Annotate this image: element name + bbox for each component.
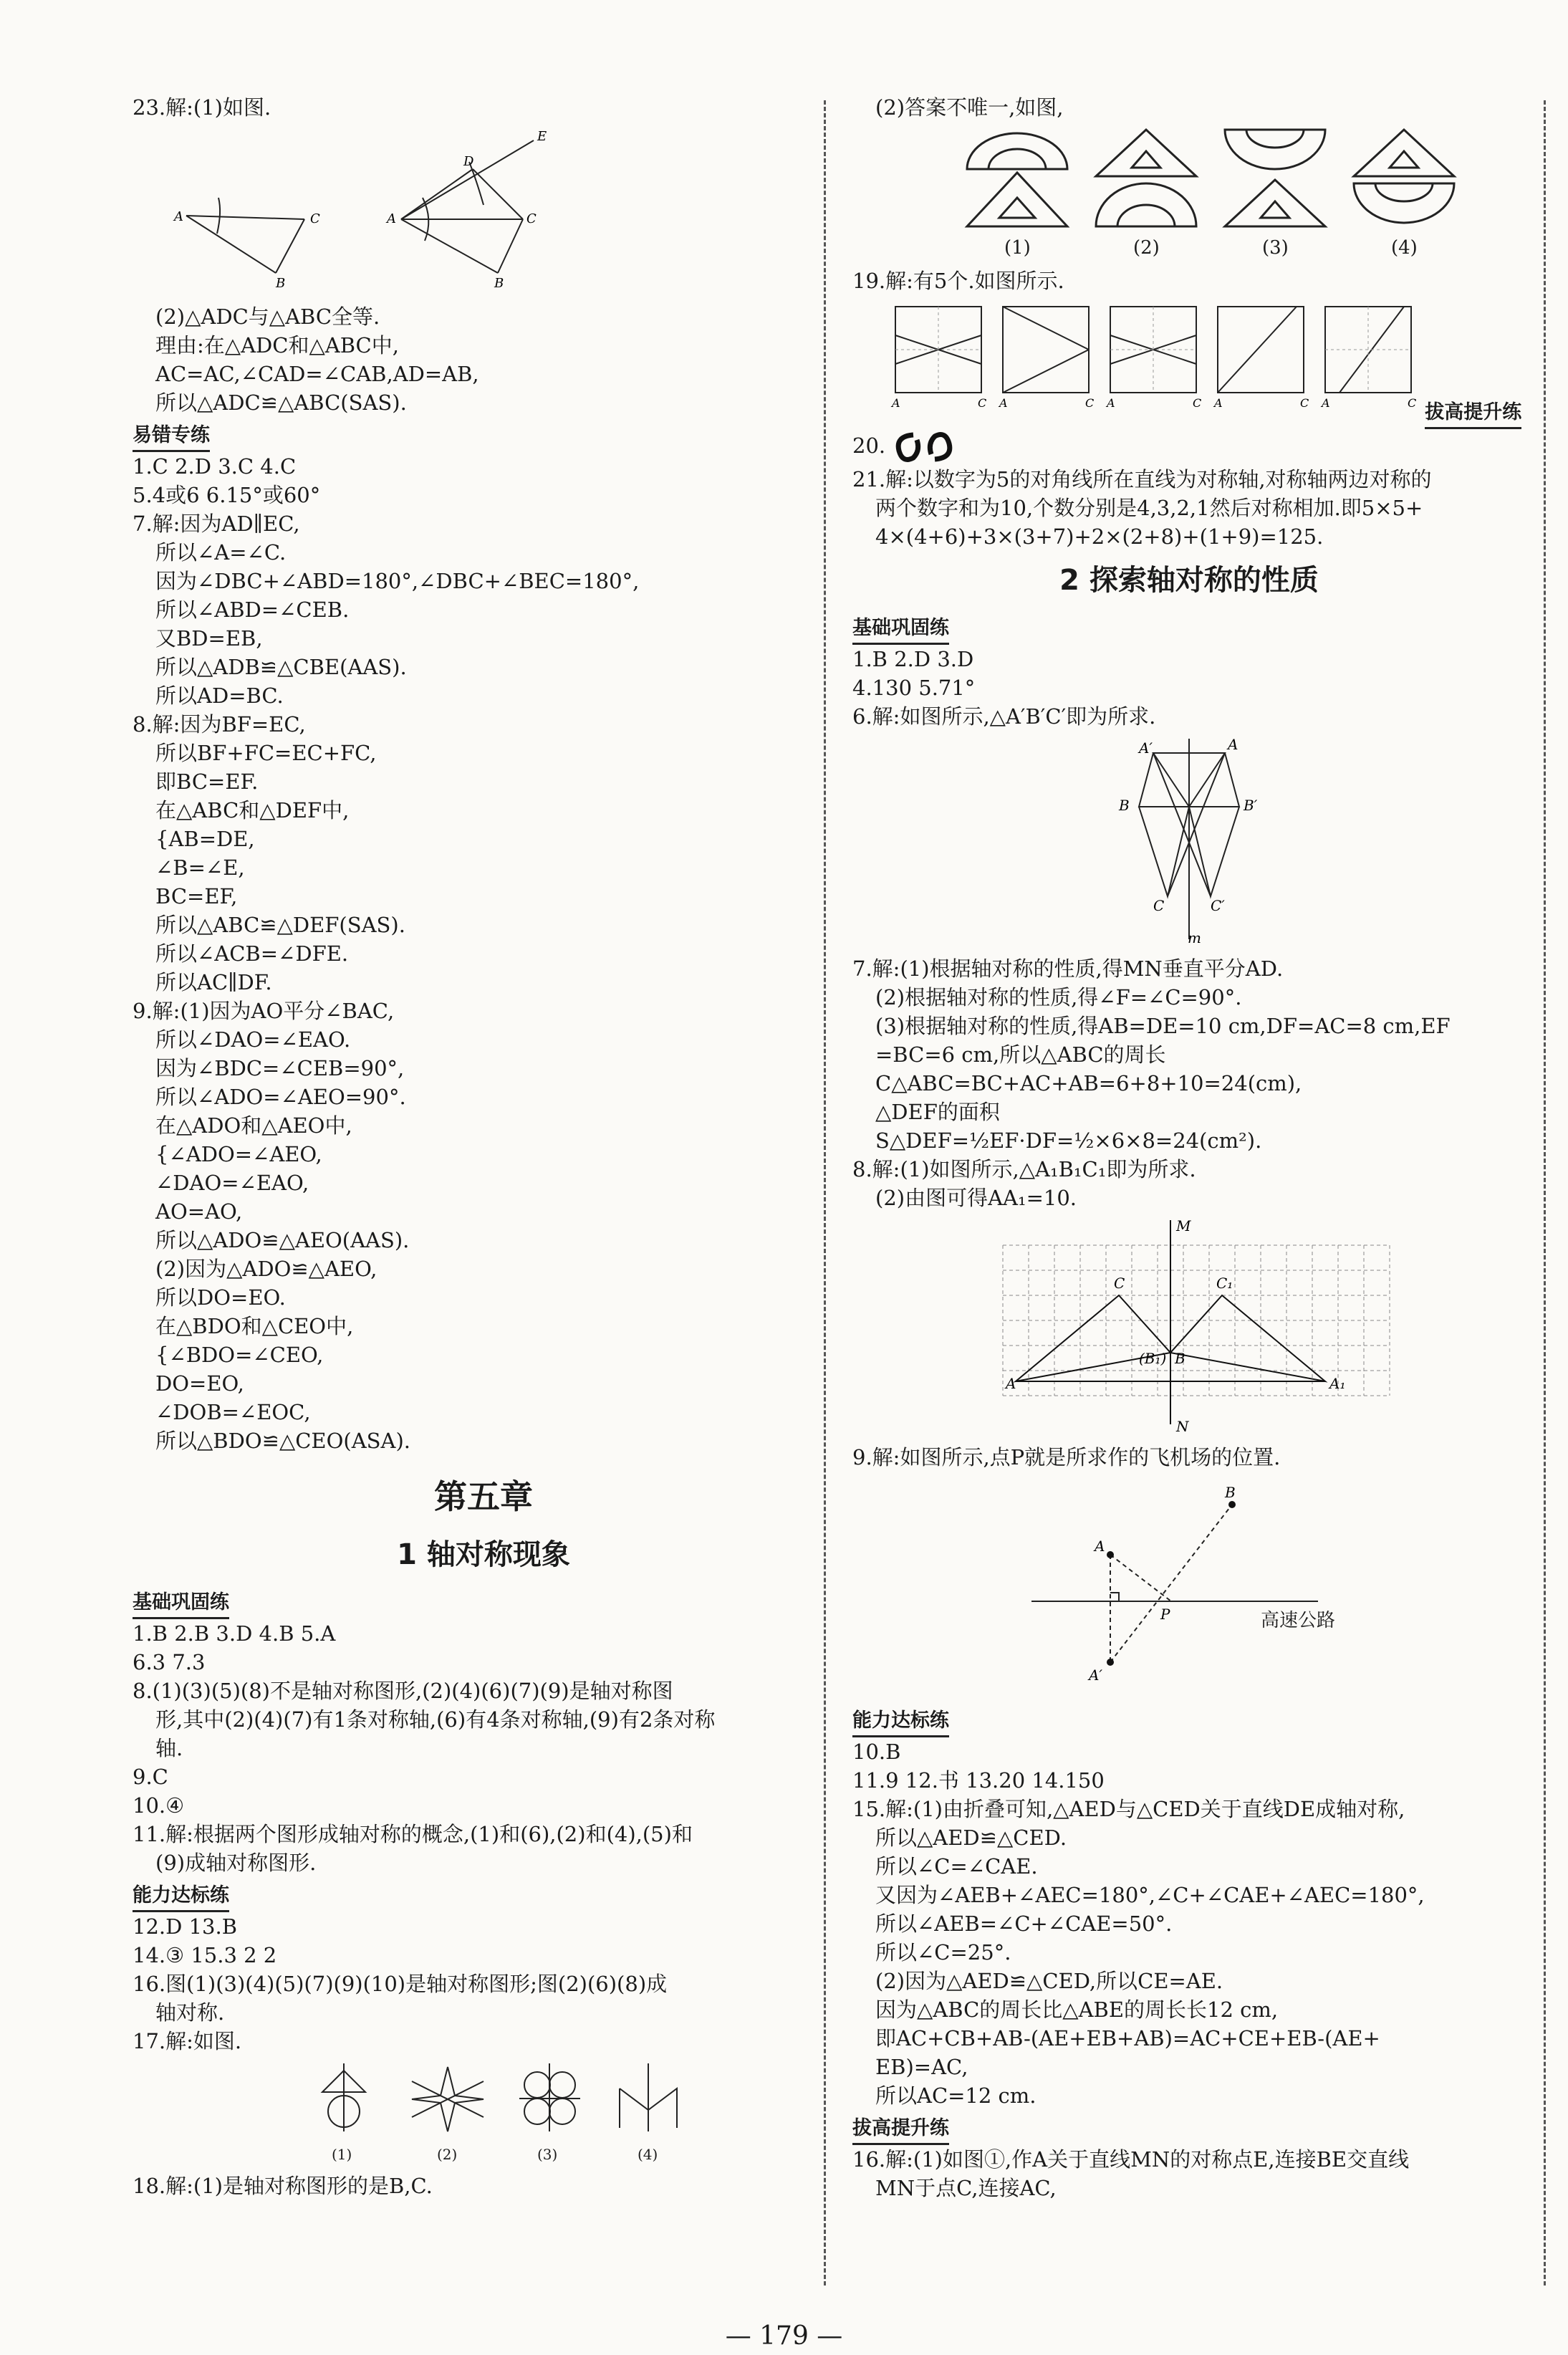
svg-text:C: C xyxy=(526,211,537,226)
answer-line: {AB=DE, xyxy=(155,827,255,851)
answer-line: 16.解:(1)如图①,作A关于直线MN的对称点E,连接BE交直线 xyxy=(852,2147,1410,2172)
answer-line: (2)根据轴对称的性质,得∠F=∠C=90°. xyxy=(875,985,1242,1009)
answer-line: 21.解:以数字为5的对角线所在直线为对称轴,对称轴两边对称的 xyxy=(852,467,1432,491)
answer-line: 1.B 2.B 3.D 4.B 5.A xyxy=(133,1621,336,1646)
answer-line: 6.解:如图所示,△A′B′C′即为所求. xyxy=(852,704,1156,729)
svg-text:M: M xyxy=(1176,1217,1191,1234)
answer-line: 轴对称. xyxy=(155,2000,225,2025)
svg-text:D: D xyxy=(463,154,474,169)
answer-line: 11.9 12.书 13.20 14.150 xyxy=(852,1768,1105,1793)
q6-figure xyxy=(1074,735,1304,943)
answer-line: 12.D 13.B xyxy=(133,1914,238,1939)
answer-line: 14.③ 15.3 2 2 xyxy=(133,1943,277,1967)
answer-line: 9.C xyxy=(133,1765,168,1789)
fig17-label-4: (4) xyxy=(638,2146,658,2163)
answer-line: 10.④ xyxy=(133,1793,185,1818)
section-heading: 能力达标练 xyxy=(852,1707,949,1737)
section-heading: 基础巩固练 xyxy=(133,1588,229,1619)
svg-text:P: P xyxy=(1160,1606,1170,1623)
answer-line: (2)由图可得AA₁=10. xyxy=(875,1186,1077,1210)
answer-line: ∠DOB=∠EOC, xyxy=(155,1400,311,1424)
answer-line: 所以DO=EO. xyxy=(155,1285,286,1310)
answer-line: 7.解:(1)根据轴对称的性质,得MN垂直平分AD. xyxy=(852,956,1284,981)
answer-line: 所以∠ADO=∠AEO=90°. xyxy=(155,1085,406,1109)
answer-line: 15.解:(1)由折叠可知,△AED与△CED关于直线DE成轴对称, xyxy=(852,1797,1405,1821)
answer-line: (2)因为△AED≌△CED,所以CE=AE. xyxy=(875,1969,1223,1993)
answer-line: ∠B=∠E, xyxy=(155,855,245,880)
answer-line: 1.B 2.D 3.D xyxy=(852,647,974,671)
answer-line: 轴. xyxy=(155,1736,183,1760)
answer-line: 所以∠ABD=∠CEB. xyxy=(155,598,350,622)
answer-line: 在△BDO和△CEO中, xyxy=(155,1314,354,1338)
svg-text:B: B xyxy=(1175,1350,1185,1367)
answer-line: C△ABC=BC+AC+AB=6+8+10=24(cm), xyxy=(875,1071,1302,1095)
svg-text:C: C xyxy=(978,396,987,410)
answer-line: 所以AC=12 cm. xyxy=(875,2083,1036,2108)
answer-line: 8.解:因为BF=EC, xyxy=(133,712,306,737)
answer-line: 6.3 7.3 xyxy=(133,1650,206,1674)
svg-text:A: A xyxy=(1322,396,1330,410)
svg-text:(B₁): (B₁) xyxy=(1139,1350,1167,1367)
fig18-label-2: (2) xyxy=(1133,237,1160,259)
answer-line: 11.解:根据两个图形成轴对称的概念,(1)和(6),(2)和(4),(5)和 xyxy=(133,1822,693,1846)
svg-text:E: E xyxy=(537,129,547,144)
answer-line: 所以∠AEB=∠C+∠CAE=50°. xyxy=(875,1912,1173,1936)
answer-line: 5.4或6 6.15°或60° xyxy=(133,483,321,507)
answer-line: {∠ADO=∠AEO, xyxy=(155,1142,322,1166)
answer-line: DO=EO, xyxy=(155,1371,244,1396)
svg-text:C: C xyxy=(1153,897,1165,914)
answer-line: (2)答案不唯一,如图, xyxy=(875,95,1064,120)
svg-text:C: C xyxy=(1114,1275,1125,1292)
answer-line: 形,其中(2)(4)(7)有1条对称轴,(6)有4条对称轴,(9)有2条对称 xyxy=(155,1707,716,1732)
svg-text:A: A xyxy=(1228,736,1238,753)
svg-text:A: A xyxy=(1006,1375,1016,1392)
answer-line: 18.解:(1)是轴对称图形的是B,C. xyxy=(133,2174,433,2198)
answer-line: 所以AD=BC. xyxy=(155,684,284,708)
fig17-label-2: (2) xyxy=(437,2146,458,2163)
q19-figure xyxy=(888,299,1418,414)
fig18-label-4: (4) xyxy=(1391,237,1418,259)
answer-line: 所以∠C=∠CAE. xyxy=(875,1854,1038,1879)
answer-line: 因为△ABC的周长比△ABE的周长长12 cm, xyxy=(875,1997,1279,2022)
answer-line: (2)因为△ADO≌△AEO, xyxy=(155,1257,377,1281)
answer-line: 9.解:(1)因为AO平分∠BAC, xyxy=(133,999,395,1023)
q18-shapes xyxy=(960,126,1461,234)
q23-line: 23.解:(1)如图. xyxy=(133,95,271,120)
answer-line: S△DEF=½EF·DF=½×6×8=24(cm²). xyxy=(875,1128,1262,1153)
svg-text:B: B xyxy=(1119,797,1130,814)
answer-line: 所以BF+FC=EC+FC, xyxy=(155,741,377,765)
svg-text:A′: A′ xyxy=(1139,739,1153,757)
svg-text:C′: C′ xyxy=(1211,897,1225,914)
answer-line: 19.解:有5个.如图所示. xyxy=(852,269,1064,293)
answer-line: 所以△AED≌△CED. xyxy=(875,1826,1067,1850)
answer-line: 即BC=EF. xyxy=(155,769,259,794)
page-number: — 179 — xyxy=(725,2321,843,2351)
answer-line: 所以∠ACB=∠DFE. xyxy=(155,941,349,966)
q8-grid-figure xyxy=(996,1217,1397,1431)
svg-text:A: A xyxy=(1095,1538,1105,1555)
answer-line: 4.130 5.71° xyxy=(852,676,976,700)
svg-text:A: A xyxy=(387,211,396,226)
answer-line: 所以AC∥DF. xyxy=(155,970,272,994)
svg-text:A: A xyxy=(174,209,183,224)
q20-label: 20. xyxy=(852,433,886,458)
q9-diagram xyxy=(1031,1476,1433,1698)
answer-line: 所以∠C=25°. xyxy=(875,1940,1011,1965)
svg-text:B: B xyxy=(276,276,286,291)
answer-line: 7.解:因为AD∥EC, xyxy=(133,512,300,536)
svg-text:m: m xyxy=(1188,929,1201,943)
fig17-label-1: (1) xyxy=(332,2146,352,2163)
q23-line: (2)△ADC与△ABC全等. xyxy=(155,304,380,329)
fig17-label-3: (3) xyxy=(537,2146,558,2163)
answer-line: 因为∠BDC=∠CEB=90°, xyxy=(155,1056,405,1080)
svg-text:C: C xyxy=(1408,396,1417,410)
answer-line: 1.C 2.D 3.C 4.C xyxy=(133,454,297,479)
section-title: 2 探索轴对称的性质 xyxy=(1059,564,1319,597)
answer-line: 所以△BDO≌△CEO(ASA). xyxy=(155,1429,410,1453)
answer-line: BC=EF, xyxy=(155,884,238,908)
svg-text:C₁: C₁ xyxy=(1216,1275,1233,1292)
section-title: 1 轴对称现象 xyxy=(397,1538,570,1571)
answer-line: 所以△ADO≌△AEO(AAS). xyxy=(155,1228,410,1252)
answer-line: =BC=6 cm,所以△ABC的周长 xyxy=(875,1042,1166,1067)
right-margin-line xyxy=(1544,100,1546,2286)
answer-line: 又因为∠AEB+∠AEC=180°,∠C+∠CAE+∠AEC=180°, xyxy=(875,1883,1425,1907)
fig18-label-3: (3) xyxy=(1262,237,1289,259)
q20-line xyxy=(852,429,1526,465)
answer-line: 17.解:如图. xyxy=(133,2029,242,2053)
answer-line: (9)成轴对称图形. xyxy=(155,1851,317,1875)
answer-line: (3)根据轴对称的性质,得AB=DE=10 cm,DF=AC=8 cm,EF xyxy=(875,1014,1451,1038)
answer-line: 两个数字和为10,个数分别是4,3,2,1然后对称相加.即5×5+ xyxy=(875,496,1423,520)
answer-line: 9.解:如图所示,点P就是所求作的飞机场的位置. xyxy=(852,1445,1281,1469)
answer-line: 又BD=EB, xyxy=(155,626,263,651)
svg-text:N: N xyxy=(1176,1418,1189,1431)
answer-line: 所以△ABC≌△DEF(SAS). xyxy=(155,913,405,937)
chapter-title: 第五章 xyxy=(434,1477,533,1516)
svg-text:A: A xyxy=(892,396,900,410)
answer-line: 4×(4+6)+3×(3+7)+2×(2+8)+(1+9)=125. xyxy=(875,524,1324,549)
svg-text:A: A xyxy=(1214,396,1223,410)
right-column xyxy=(852,93,1526,2202)
q17-symbols xyxy=(304,2060,763,2139)
section-heading: 拔高提升练 xyxy=(852,2114,949,2145)
q23-line: AC=AC,∠CAD=∠CAB,AD=AB, xyxy=(155,362,479,386)
svg-text:B′: B′ xyxy=(1244,797,1258,814)
q18-figure xyxy=(960,126,1461,262)
svg-text:C: C xyxy=(310,211,320,226)
answer-line: 在△ADO和△AEO中, xyxy=(155,1113,352,1138)
svg-text:B: B xyxy=(1225,1484,1236,1501)
answer-line: AO=AO, xyxy=(155,1199,243,1224)
answer-line: 所以∠DAO=∠EAO. xyxy=(155,1027,351,1052)
answer-line: △DEF的面积 xyxy=(875,1100,1000,1124)
answer-line: ∠DAO=∠EAO, xyxy=(155,1171,309,1195)
left-column xyxy=(133,93,834,2200)
answer-line: EB)=AC, xyxy=(875,2055,968,2079)
q23-line: 理由:在△ADC和△ABC中, xyxy=(155,333,399,358)
answer-line: MN于点C,连接AC, xyxy=(875,2176,1057,2200)
svg-text:A′: A′ xyxy=(1089,1666,1102,1684)
fig18-label-1: (1) xyxy=(1004,237,1031,259)
q20-figure xyxy=(892,429,956,465)
svg-text:C: C xyxy=(1085,396,1095,410)
answer-line: 即AC+CB+AB-(AE+EB+AB)=AC+CE+EB-(AE+ xyxy=(875,2026,1380,2051)
answer-line: 16.图(1)(3)(4)(5)(7)(9)(10)是轴对称图形;图(2)(6)(8)成 xyxy=(133,1972,668,1996)
answer-line: {∠BDO=∠CEO, xyxy=(155,1343,324,1367)
answer-line: 在△ABC和△DEF中, xyxy=(155,798,350,822)
answer-line: 因为∠DBC+∠ABD=180°,∠DBC+∠BEC=180°, xyxy=(155,569,640,593)
q23-line: 所以△ADC≌△ABC(SAS). xyxy=(155,390,407,415)
section-heading: 能力达标练 xyxy=(133,1881,229,1912)
q9-figure xyxy=(1031,1476,1433,1698)
svg-text:B: B xyxy=(494,276,504,291)
q17-figure xyxy=(304,2060,763,2167)
road-label: 高速公路 xyxy=(1261,1610,1336,1631)
section-heading: 拔高提升练 xyxy=(1425,398,1521,429)
answer-line: 8.解:(1)如图所示,△A₁B₁C₁即为所求. xyxy=(852,1157,1196,1181)
answer-line: 10.B xyxy=(852,1740,901,1764)
answer-line: 所以∠A=∠C. xyxy=(155,540,287,565)
answer-line: 所以△ADB≌△CBE(AAS). xyxy=(155,655,407,679)
section-heading: 易错专练 xyxy=(133,421,210,452)
svg-text:A₁: A₁ xyxy=(1329,1375,1346,1392)
q23-figure xyxy=(133,126,591,291)
svg-text:A: A xyxy=(1107,396,1115,410)
svg-text:A: A xyxy=(999,396,1008,410)
answer-line: 8.(1)(3)(5)(8)不是轴对称图形,(2)(4)(6)(7)(9)是轴对称图 xyxy=(133,1679,673,1703)
svg-text:C: C xyxy=(1193,396,1202,410)
section-heading: 基础巩固练 xyxy=(852,614,949,645)
svg-text:C: C xyxy=(1300,396,1309,410)
